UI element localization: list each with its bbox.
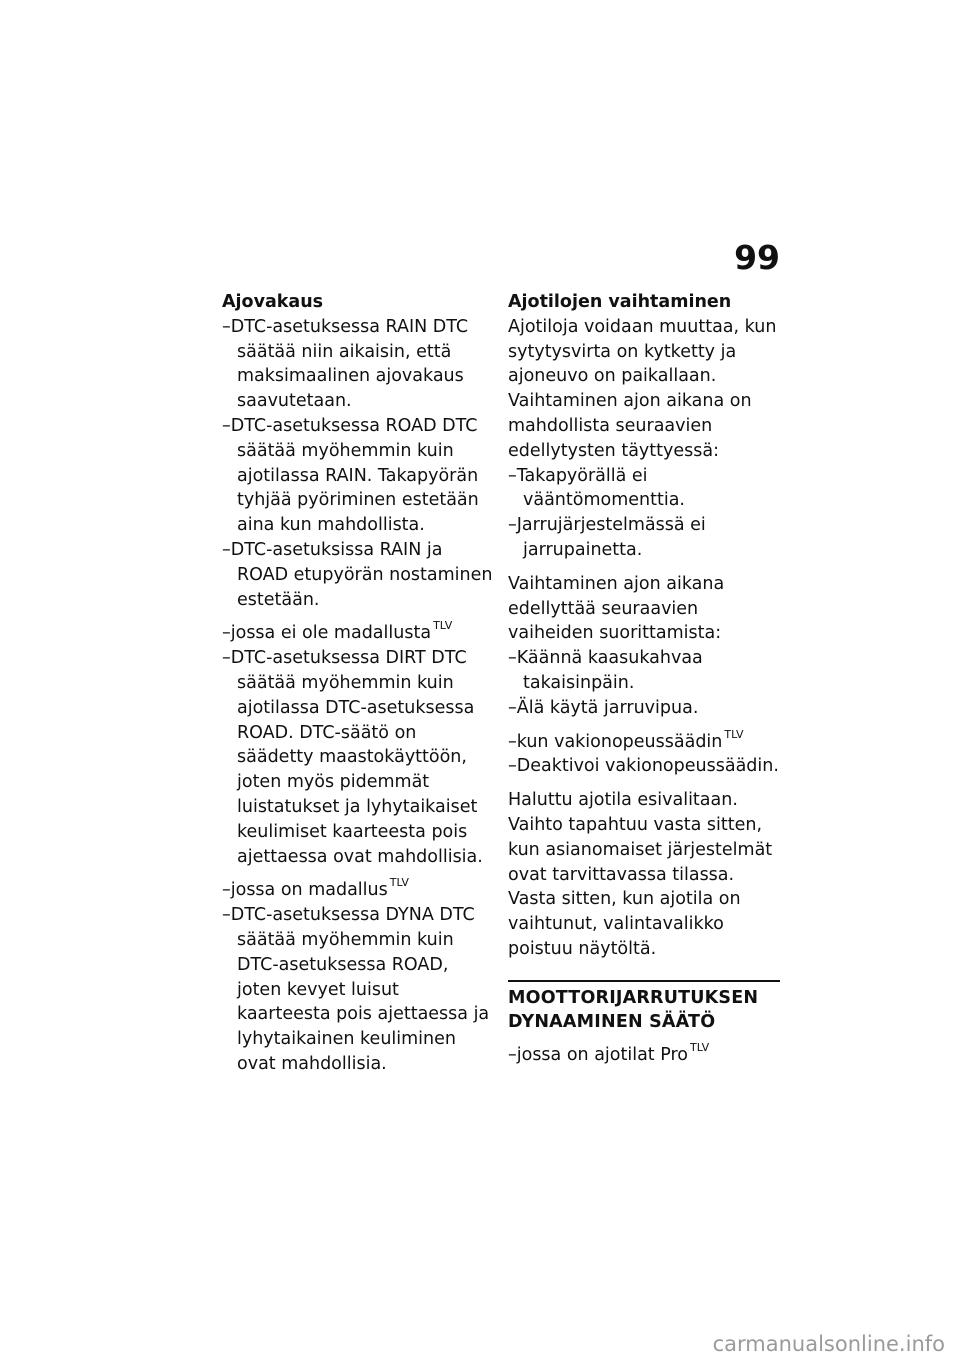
- list-item: –Takapyörällä ei vääntömomenttia.: [508, 465, 685, 511]
- list-item: –DTC-asetuksissa RAIN ja ROAD etupyörän nostaminen estetään.: [222, 539, 493, 610]
- tlv-superscript: TLV: [724, 727, 744, 741]
- condition-text: –jossa on madallus: [222, 880, 388, 901]
- watermark: carmanualsonline.info: [712, 1332, 945, 1356]
- list-item: –Deaktivoi vakionopeussäädin.: [508, 756, 779, 777]
- condition-text: –jossa ei ole madallusta: [222, 623, 432, 644]
- list-item: –Älä käytä jarruvipua.: [508, 697, 699, 718]
- tlv-superscript: TLV: [389, 876, 409, 890]
- list-item: –Käännä kaasukahvaa takaisinpäin.: [508, 648, 703, 693]
- tlv-superscript: TLV: [690, 1040, 710, 1054]
- section-heading-ajotilojen: Ajotilojen vaihtaminen: [508, 292, 732, 312]
- paragraph: Vaihto tapahtuu vasta sitten, kun asianomaiset järjestelmät ovat tarvittavassa tilassa.: [508, 814, 773, 885]
- tlv-superscript: TLV: [433, 619, 453, 633]
- condition-no-lowering: [222, 621, 494, 646]
- section-divider: [508, 980, 780, 982]
- section-title-moottorijarrutus: MOOTTORIJARRUTUKSEN DYNAAMINEN SÄÄTÖ: [508, 987, 759, 1032]
- list-item-dirt: –DTC-asetuksessa DIRT DTC säätää myöhemmin kuin ajotilassa DTC-asetuksessa ROAD. DTC-säätö on säädetty maastokäyttöön, joten myös pidemmät luistatukset ja lyhytaikaiset keulimiset kaarteesta pois ajettaessa ovat mahdollisia.: [222, 648, 483, 867]
- condition-cruise-control: [508, 727, 780, 755]
- condition-lowering: [222, 878, 494, 903]
- list-item: –DTC-asetuksessa ROAD DTC säätää myöhemmin kuin ajotilassa RAIN. Takapyörän tyhjää pyöriminen estetään aina kun mahdollista.: [222, 415, 479, 536]
- list-item: –Jarrujärjestelmässä ei jarrupainetta.: [508, 515, 706, 560]
- paragraph-intro: Ajotiloja voidaan muuttaa, kun sytytysvirta on kytketty ja ajoneuvo on paikallaan. Vaihtaminen ajon aikana on mahdollista seuraavien edellytysten täyttyessä:: [508, 316, 777, 461]
- section-heading-ajovakaus: Ajovakaus: [222, 292, 324, 312]
- condition-text: –kun vakionopeussäädin: [508, 731, 723, 752]
- condition-text: –jossa on ajotilat Pro: [508, 1044, 688, 1065]
- paragraph: Vaihtaminen ajon aikana edellyttää seuraavien vaiheiden suorittamista:: [508, 573, 725, 644]
- paragraph: Haluttu ajotila esivalitaan.: [508, 790, 738, 811]
- condition-pro-modes: [508, 1040, 780, 1068]
- paragraph: Vasta sitten, kun ajotila on vaihtunut, valintavalikko poistuu näytöltä.: [508, 889, 741, 959]
- page-number: 99: [734, 238, 780, 277]
- list-item: –DTC-asetuksessa RAIN DTC säätää niin aikaisin, että maksimaalinen ajovakaus saavutetaan.: [222, 316, 469, 412]
- left-column: [222, 290, 494, 1077]
- list-item-dyna: –DTC-asetuksessa DYNA DTC säätää myöhemmin kuin DTC-asetuksessa ROAD, joten kevyet luisut kaarteesta pois ajettaessa ja lyhytaikainen keuliminen ovat mahdollisia.: [222, 905, 490, 1074]
- right-column: [508, 290, 780, 1068]
